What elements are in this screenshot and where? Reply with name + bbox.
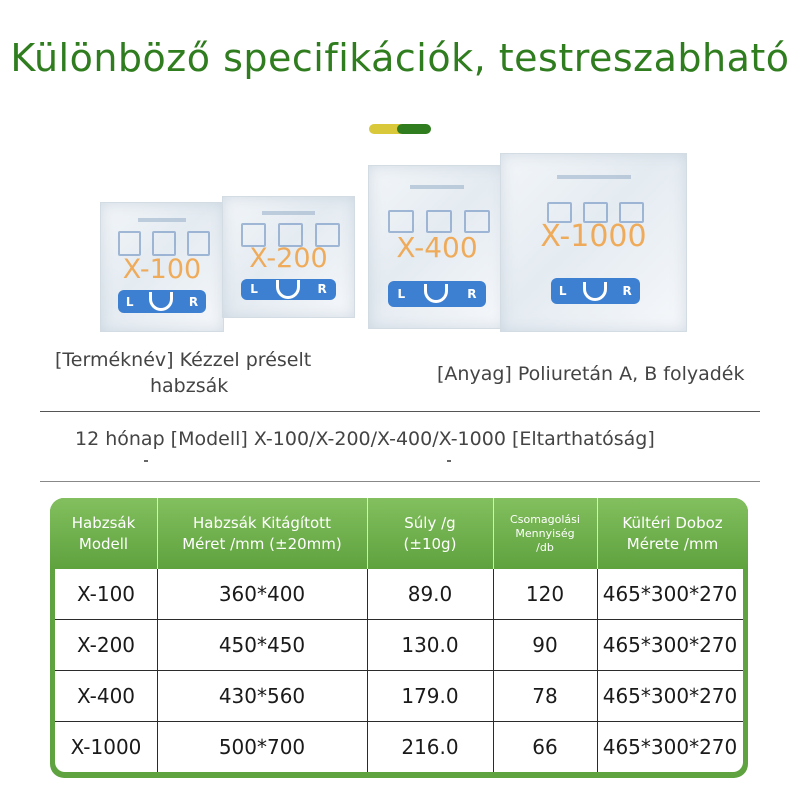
header-cell-box: Kültéri Doboz Mérete /mm (622, 513, 723, 553)
bag-brand-strip (262, 211, 314, 215)
bag-brand-strip (410, 185, 464, 189)
table-header (50, 498, 748, 569)
accent-green-segment (397, 124, 431, 134)
u-shape-icon (583, 282, 607, 301)
u-shape-icon (276, 280, 300, 299)
title-accent-bar (369, 124, 431, 134)
spec-table (50, 498, 748, 778)
band-left-letter: L (397, 286, 406, 301)
table-row (55, 569, 743, 620)
cell-model: X-1000 (55, 722, 158, 772)
divider-bottom (40, 481, 760, 482)
band-right-letter: R (622, 284, 632, 299)
bag-model-label: X-400 (396, 230, 478, 264)
u-shape-icon (424, 284, 448, 303)
table-row (55, 620, 743, 671)
bag-brand-strip (138, 218, 187, 222)
cell-size: 500*700 (157, 722, 368, 772)
u-shape-icon (149, 292, 173, 311)
bag-lr-band (118, 290, 206, 313)
table-body (55, 569, 743, 772)
cell-model: X-400 (55, 671, 158, 721)
bag-instruction-icons (547, 202, 640, 220)
material-info: [Anyag] Poliuretán A, B folyadék (437, 363, 745, 385)
bag-instruction-icons (388, 210, 486, 229)
band-right-letter: R (317, 282, 327, 297)
cell-quantity: 120 (493, 569, 598, 619)
header-cell-weight: Súly /g (±10g) (367, 498, 494, 569)
cell-weight: 89.0 (367, 569, 494, 619)
product-name-line2: habzsák (150, 375, 229, 397)
bag-lr-band (551, 278, 640, 305)
cell-weight: 179.0 (367, 671, 494, 721)
table-row (55, 671, 743, 722)
model-shelf-life-info: 12 hónap [Modell] X-100/X-200/X-400/X-1000 [Eltarthatóság] (75, 428, 655, 450)
bag-model-label: X-100 (122, 254, 202, 286)
cell-box: 465*300*270 (602, 684, 738, 708)
cell-weight: 216.0 (367, 722, 494, 772)
decorative-dot (144, 460, 148, 462)
cell-weight: 130.0 (367, 620, 494, 670)
bag-image-x1000 (500, 153, 687, 332)
bag-image-x100 (100, 202, 224, 332)
cell-model: X-100 (55, 569, 158, 619)
cell-quantity: 66 (493, 722, 598, 772)
cell-size: 430*560 (157, 671, 368, 721)
divider-top (40, 411, 760, 412)
bag-image-x200 (222, 196, 355, 318)
cell-model: X-200 (55, 620, 158, 670)
table-row (55, 722, 743, 772)
bag-instruction-icons (118, 231, 206, 251)
header-cell-model: Habzsák Modell (50, 498, 158, 569)
band-right-letter: R (188, 294, 199, 309)
bag-lr-band (388, 281, 486, 307)
cell-box: 465*300*270 (602, 633, 738, 657)
bag-model-label: X-200 (249, 242, 328, 274)
bag-brand-strip (557, 175, 631, 179)
cell-size: 450*450 (157, 620, 368, 670)
band-left-letter: L (558, 284, 567, 299)
band-left-letter: L (250, 282, 258, 297)
decorative-dot (447, 460, 451, 462)
cell-box: 465*300*270 (602, 735, 738, 759)
bag-lr-band (241, 279, 335, 301)
cell-quantity: 78 (493, 671, 598, 721)
bag-instruction-icons (241, 223, 335, 242)
bag-image-x400 (368, 165, 506, 329)
band-left-letter: L (125, 294, 134, 309)
product-name-line1: [Terméknév] Kézzel préselt (55, 349, 312, 371)
page-title: Különböző specifikációk, testreszabható (10, 36, 790, 80)
band-right-letter: R (467, 286, 477, 301)
bag-model-label: X-1000 (540, 219, 647, 255)
header-cell-quantity: Csomagolási Mennyiség /db (493, 498, 598, 569)
product-name-info (55, 347, 355, 399)
cell-box: 465*300*270 (602, 582, 738, 606)
cell-size: 360*400 (157, 569, 368, 619)
cell-quantity: 90 (493, 620, 598, 670)
header-cell-size: Habzsák Kitágított Méret /mm (±20mm) (157, 498, 368, 569)
